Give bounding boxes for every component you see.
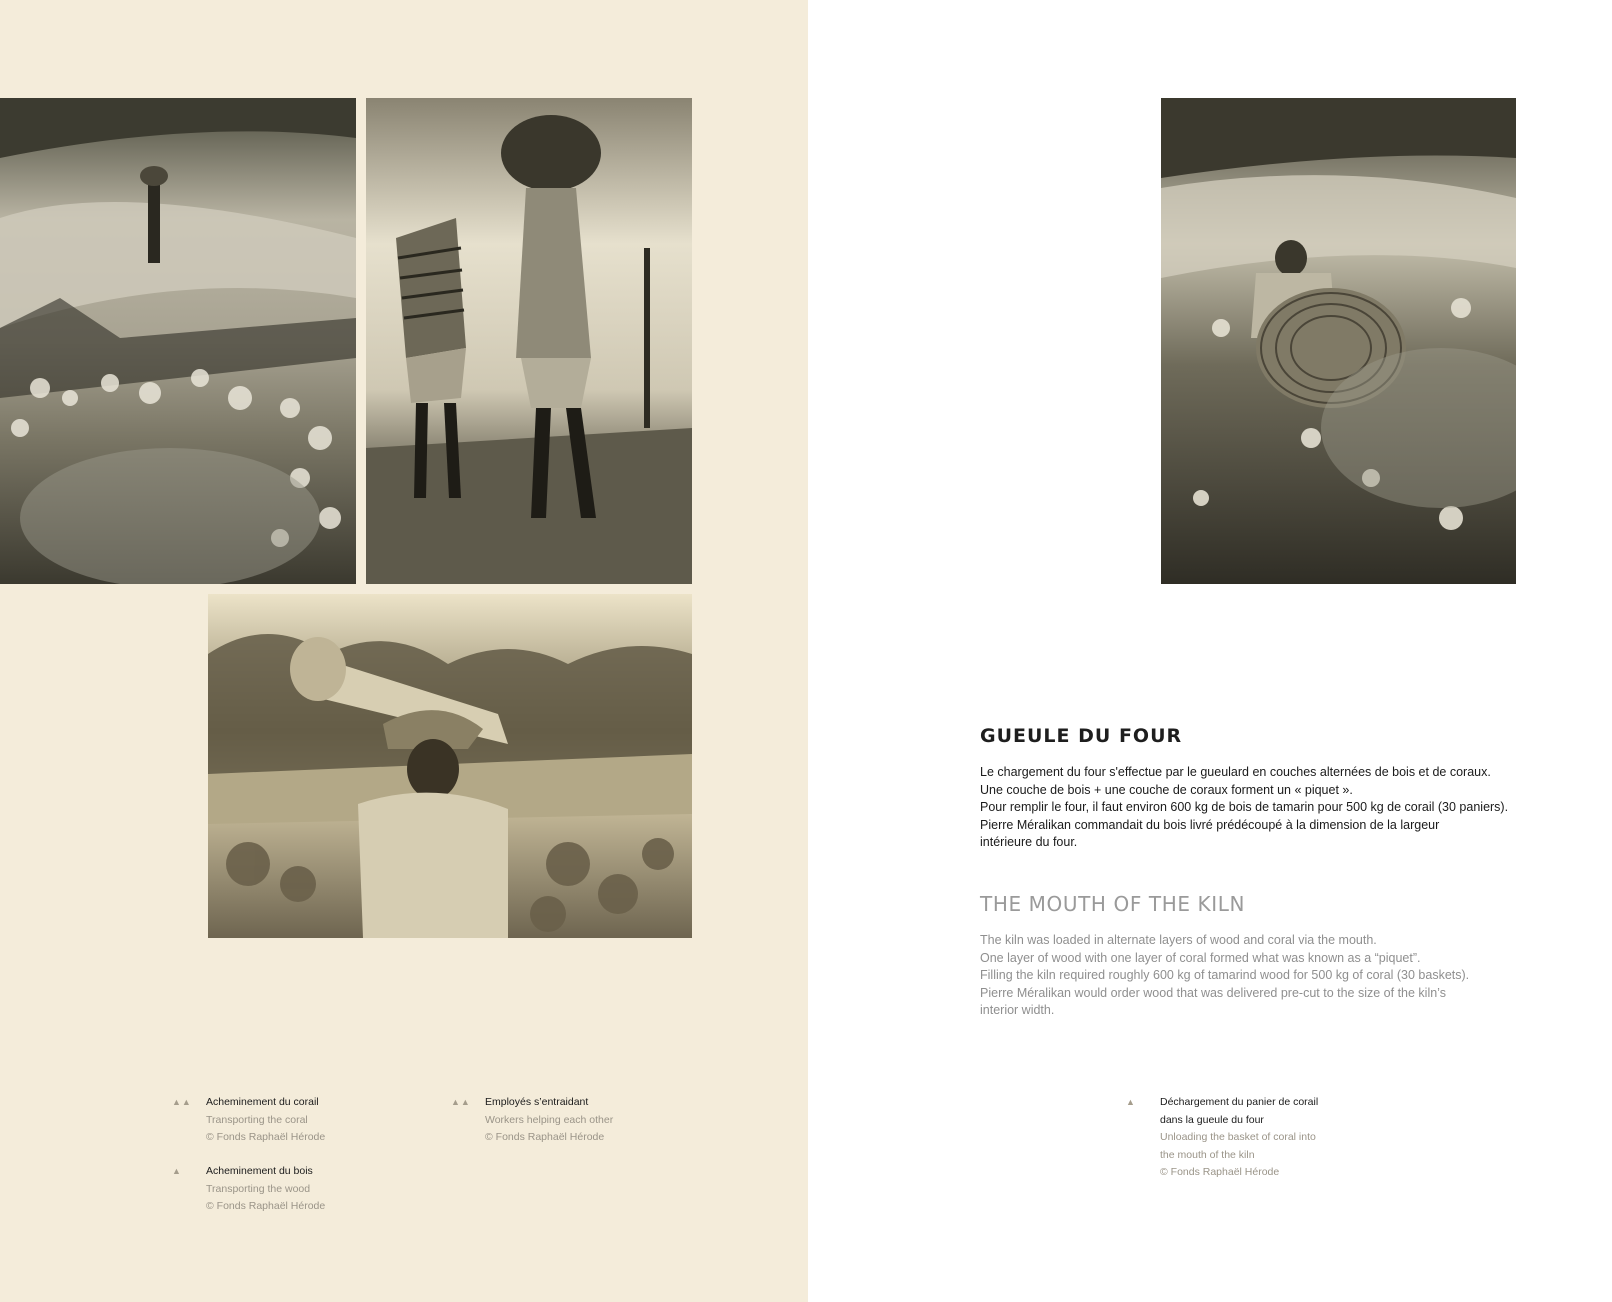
photo-wood-transport bbox=[208, 594, 692, 938]
caption-fr: Acheminement du corail bbox=[206, 1096, 319, 1108]
photo-wood-transport-image bbox=[208, 594, 692, 938]
caption-coral-transport bbox=[172, 1094, 326, 1147]
paragraph-fr-4: Pierre Méralikan commandait du bois livré prédécoupé à la dimension de la largeur intérieure du four. bbox=[980, 817, 1440, 849]
photo-workers-helping bbox=[366, 98, 692, 584]
photo-coral-transport bbox=[0, 98, 356, 584]
photo-unloading-basket bbox=[1161, 98, 1516, 584]
caption-fr-line-1: Déchargement du panier de corail bbox=[1160, 1096, 1319, 1108]
paragraph-en-1: The kiln was loaded in alternate layers of wood and coral via the mouth. bbox=[980, 933, 1377, 947]
paragraph-fr-1: Le chargement du four s'effectue par le gueulard en couches alternées de bois et de coraux. bbox=[980, 765, 1491, 779]
caption-workers-helping bbox=[451, 1094, 614, 1147]
article-title-en: THE MOUTH OF THE KILN bbox=[980, 892, 1246, 916]
caption-en: Transporting the coral bbox=[206, 1113, 308, 1126]
photo-unloading-basket-image bbox=[1161, 98, 1516, 584]
article-body-en bbox=[980, 932, 1540, 1020]
caption-en-line-2: the mouth of the kiln bbox=[1160, 1148, 1255, 1161]
photo-coral-transport-image bbox=[0, 98, 356, 584]
caption-marker: ▲ bbox=[1126, 1097, 1136, 1107]
caption-fr-line-2: dans la gueule du four bbox=[1160, 1113, 1264, 1126]
caption-fr: Employés s’entraidant bbox=[485, 1096, 589, 1108]
paragraph-en-3: Filling the kiln required roughly 600 kg of tamarind wood for 500 kg of coral (30 baskets). bbox=[980, 968, 1470, 982]
caption-credit: © Fonds Raphaël Hérode bbox=[206, 1200, 326, 1212]
caption-marker: ▲▲ bbox=[172, 1097, 192, 1107]
caption-en: Transporting the wood bbox=[206, 1182, 311, 1195]
paragraph-en-2: One layer of wood with one layer of coral formed what was known as a “piquet”. bbox=[980, 950, 1421, 965]
article-body-fr bbox=[980, 764, 1540, 852]
photo-workers-helping-image bbox=[366, 98, 692, 584]
caption-marker: ▲ bbox=[172, 1166, 182, 1176]
paragraph-en-4: Pierre Méralikan would order wood that was delivered pre-cut to the size of the kiln’s interior width. bbox=[980, 985, 1446, 1017]
paragraph-fr-2: Une couche de bois + une couche de coraux forment un « piquet ». bbox=[980, 782, 1353, 797]
caption-unloading-basket bbox=[1126, 1094, 1319, 1182]
caption-en: Workers helping each other bbox=[485, 1113, 614, 1126]
caption-marker: ▲▲ bbox=[451, 1097, 471, 1107]
caption-en-line-1: Unloading the basket of coral into bbox=[1160, 1131, 1316, 1143]
caption-credit: © Fonds Raphaël Hérode bbox=[485, 1131, 605, 1143]
caption-credit: © Fonds Raphaël Hérode bbox=[1160, 1166, 1280, 1178]
paragraph-fr-3: Pour remplir le four, il faut environ 600 kg de bois de tamarin pour 500 kg de corail (30 paniers). bbox=[980, 800, 1509, 814]
article-title-fr: GUEULE DU FOUR bbox=[980, 725, 1183, 747]
caption-credit: © Fonds Raphaël Hérode bbox=[206, 1131, 326, 1143]
caption-wood-transport bbox=[172, 1163, 326, 1216]
caption-fr: Acheminement du bois bbox=[206, 1165, 313, 1177]
